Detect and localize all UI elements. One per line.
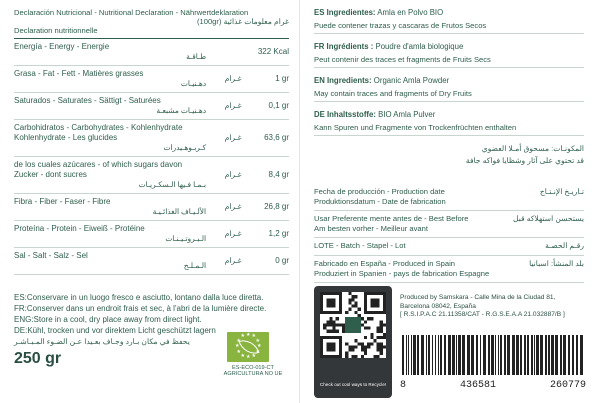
nutrition-header — [14, 8, 289, 39]
nutrient-value: 1,2 gr — [248, 221, 289, 248]
nutrient-label: Carbohidratos - Carbohydrates - Kohlenhydrate Kohlenhydrate - Les glucides كـربـوهـيدرات — [14, 120, 206, 157]
barcode — [400, 335, 586, 383]
nutrition-row — [14, 194, 289, 221]
nutrient-unit-ar: غـرام — [206, 93, 247, 120]
storage-de: DE:Kühl, trocken und vor direktem Licht geschützt lagern — [14, 326, 216, 335]
nutrition-row — [14, 248, 289, 275]
info-block: LOTE - Batch - Stapel - Lot رقـم الحصـة — [314, 238, 584, 256]
nutrient-label: Energía - Energy - Energie طـاقـة — [14, 39, 206, 66]
nutrition-title-ar: (100gr) غرام معلومات غذائية — [196, 17, 289, 26]
nutrient-label: Fibra - Fiber - Faser - Fibre الألـيـاف الغذائـيـة — [14, 194, 206, 221]
nutrition-row — [14, 157, 289, 194]
nutrient-unit-ar: غـرام — [206, 157, 247, 194]
nutrient-unit-ar: غـرام — [206, 120, 247, 157]
nutrition-subtitle: Declaration nutritionnelle — [14, 26, 98, 35]
storage-es: ES:Conservare in un luogo fresco e asciutto, lontano dalla luce diretta. — [14, 293, 264, 302]
storage-fr: FR:Conserver dans un endroit frais et sec, à l'abri de la lumière directe. — [14, 304, 267, 313]
ingredient-entry: EN Ingredients: Organic Amla Powder May contain traces and fragments of Dry Fruits — [314, 76, 584, 102]
storage-ar: يحفظ في مكان بـارد وجـاف بعـيدا عـن الضـوء المـبـاشـر — [14, 337, 190, 346]
nutrient-label: Sal - Salt - Salz - Sel الـمـلـح — [14, 248, 206, 275]
eu-organic-code: ES-ECO-019-CT AGRICULTURA NO UE — [223, 365, 283, 378]
nutrient-label: Proteína - Protein - Eiweiß - Protéine الـبـروتـيـنـات — [14, 221, 206, 248]
nutrition-row — [14, 66, 289, 93]
barcode-number: 8 436581 260779 — [400, 380, 586, 391]
nutrition-row — [14, 93, 289, 120]
nutrient-unit-ar: غـرام — [206, 66, 247, 93]
recycle-qr-card[interactable] — [314, 286, 392, 398]
nutrient-value: 63,6 gr — [248, 120, 289, 157]
ingredient-entry: DE Inhaltsstoffe: BIO Amla Pulver Kann Spuren und Fragmente von Trockenfrüchten enthalten — [314, 110, 584, 136]
ingredients-ar: المكونـات: مسحوق أمـلا العضوي قد تحتوي على آثار وشظايا فواكه جافة — [465, 144, 584, 165]
nutrient-unit-ar: غـرام — [206, 194, 247, 221]
nutrition-row — [14, 221, 289, 248]
net-weight: 250 gr — [14, 350, 62, 367]
nutrition-title: Declaración Nutricional - Nutritional Declaration - Nährwertdeklaration — [14, 8, 249, 17]
nutrient-unit-ar: غـرام — [206, 221, 247, 248]
production-info — [314, 184, 584, 283]
nutrition-row — [14, 120, 289, 157]
info-block: Usar Preferente mente antes de - Best Before Am besten vorher - Meilleur avant يستحسن استهلاكه قبل — [314, 211, 584, 238]
nutrient-unit-ar — [206, 39, 247, 66]
nutrient-value: 322 Kcal — [248, 39, 289, 66]
nutrient-value: 0,1 gr — [248, 93, 289, 120]
nutrient-value: 8,4 gr — [248, 157, 289, 194]
nutrition-row — [14, 39, 289, 66]
nutrient-label: Grasa - Fat - Fett - Matières grasses دهـنيـات — [14, 66, 206, 93]
nutrient-value: 0 gr — [248, 248, 289, 275]
producer-info: Produced by Samskara - Calle Mina de la Ciudad 81, Barcelona 08042, España [ R.S.I.P.A.C 21.11358/CAT - R.G.S.E.A.A 21.032887/B ] — [400, 294, 565, 319]
nutrient-label: Saturados - Saturates - Sättigt - Saturées دهـنيـات مشبعـة — [14, 93, 206, 120]
nutrient-unit-ar: غـرام — [206, 248, 247, 275]
ingredients-list — [314, 8, 584, 136]
info-block: Fabricado en España - Produced in Spain Produziert in Spanien - pays de fabrication Espagne بلد المنشأ: اسبانيا — [314, 256, 584, 283]
qr-caption: Check out cool ways to Recycle! — [319, 382, 387, 387]
ingredient-entry: FR Ingrédients : Poudre d'amla biologique Peut contenir des traces et fragments de Fruits Secs — [314, 42, 584, 68]
qr-code-icon[interactable] — [320, 292, 386, 358]
info-block: Fecha de producción - Production date Produktionsdatum - Date de fabrication تـاريـخ الإنـتـاج — [314, 184, 584, 211]
eu-organic-leaf-icon: ★ ★ ★ ★ ★ ★ ★ ★ ★ ★ ★ ★ — [227, 332, 269, 362]
nutrient-value: 1 gr — [248, 66, 289, 93]
nutrient-label: de los cuales azúcares - of which sugars davon Zucker - dont sucres بـمـا فـيها الـسكـريـات — [14, 157, 206, 194]
storage-eng: ENG:Store in a cool, dry place away from direct light. — [14, 315, 202, 324]
nutrient-value: 26,8 gr — [248, 194, 289, 221]
ingredient-entry: ES Ingredientes: Amla en Polvo BIO Puede contener trazas y cascaras de Frutos Secos — [314, 8, 584, 34]
nutrition-table — [14, 39, 289, 275]
